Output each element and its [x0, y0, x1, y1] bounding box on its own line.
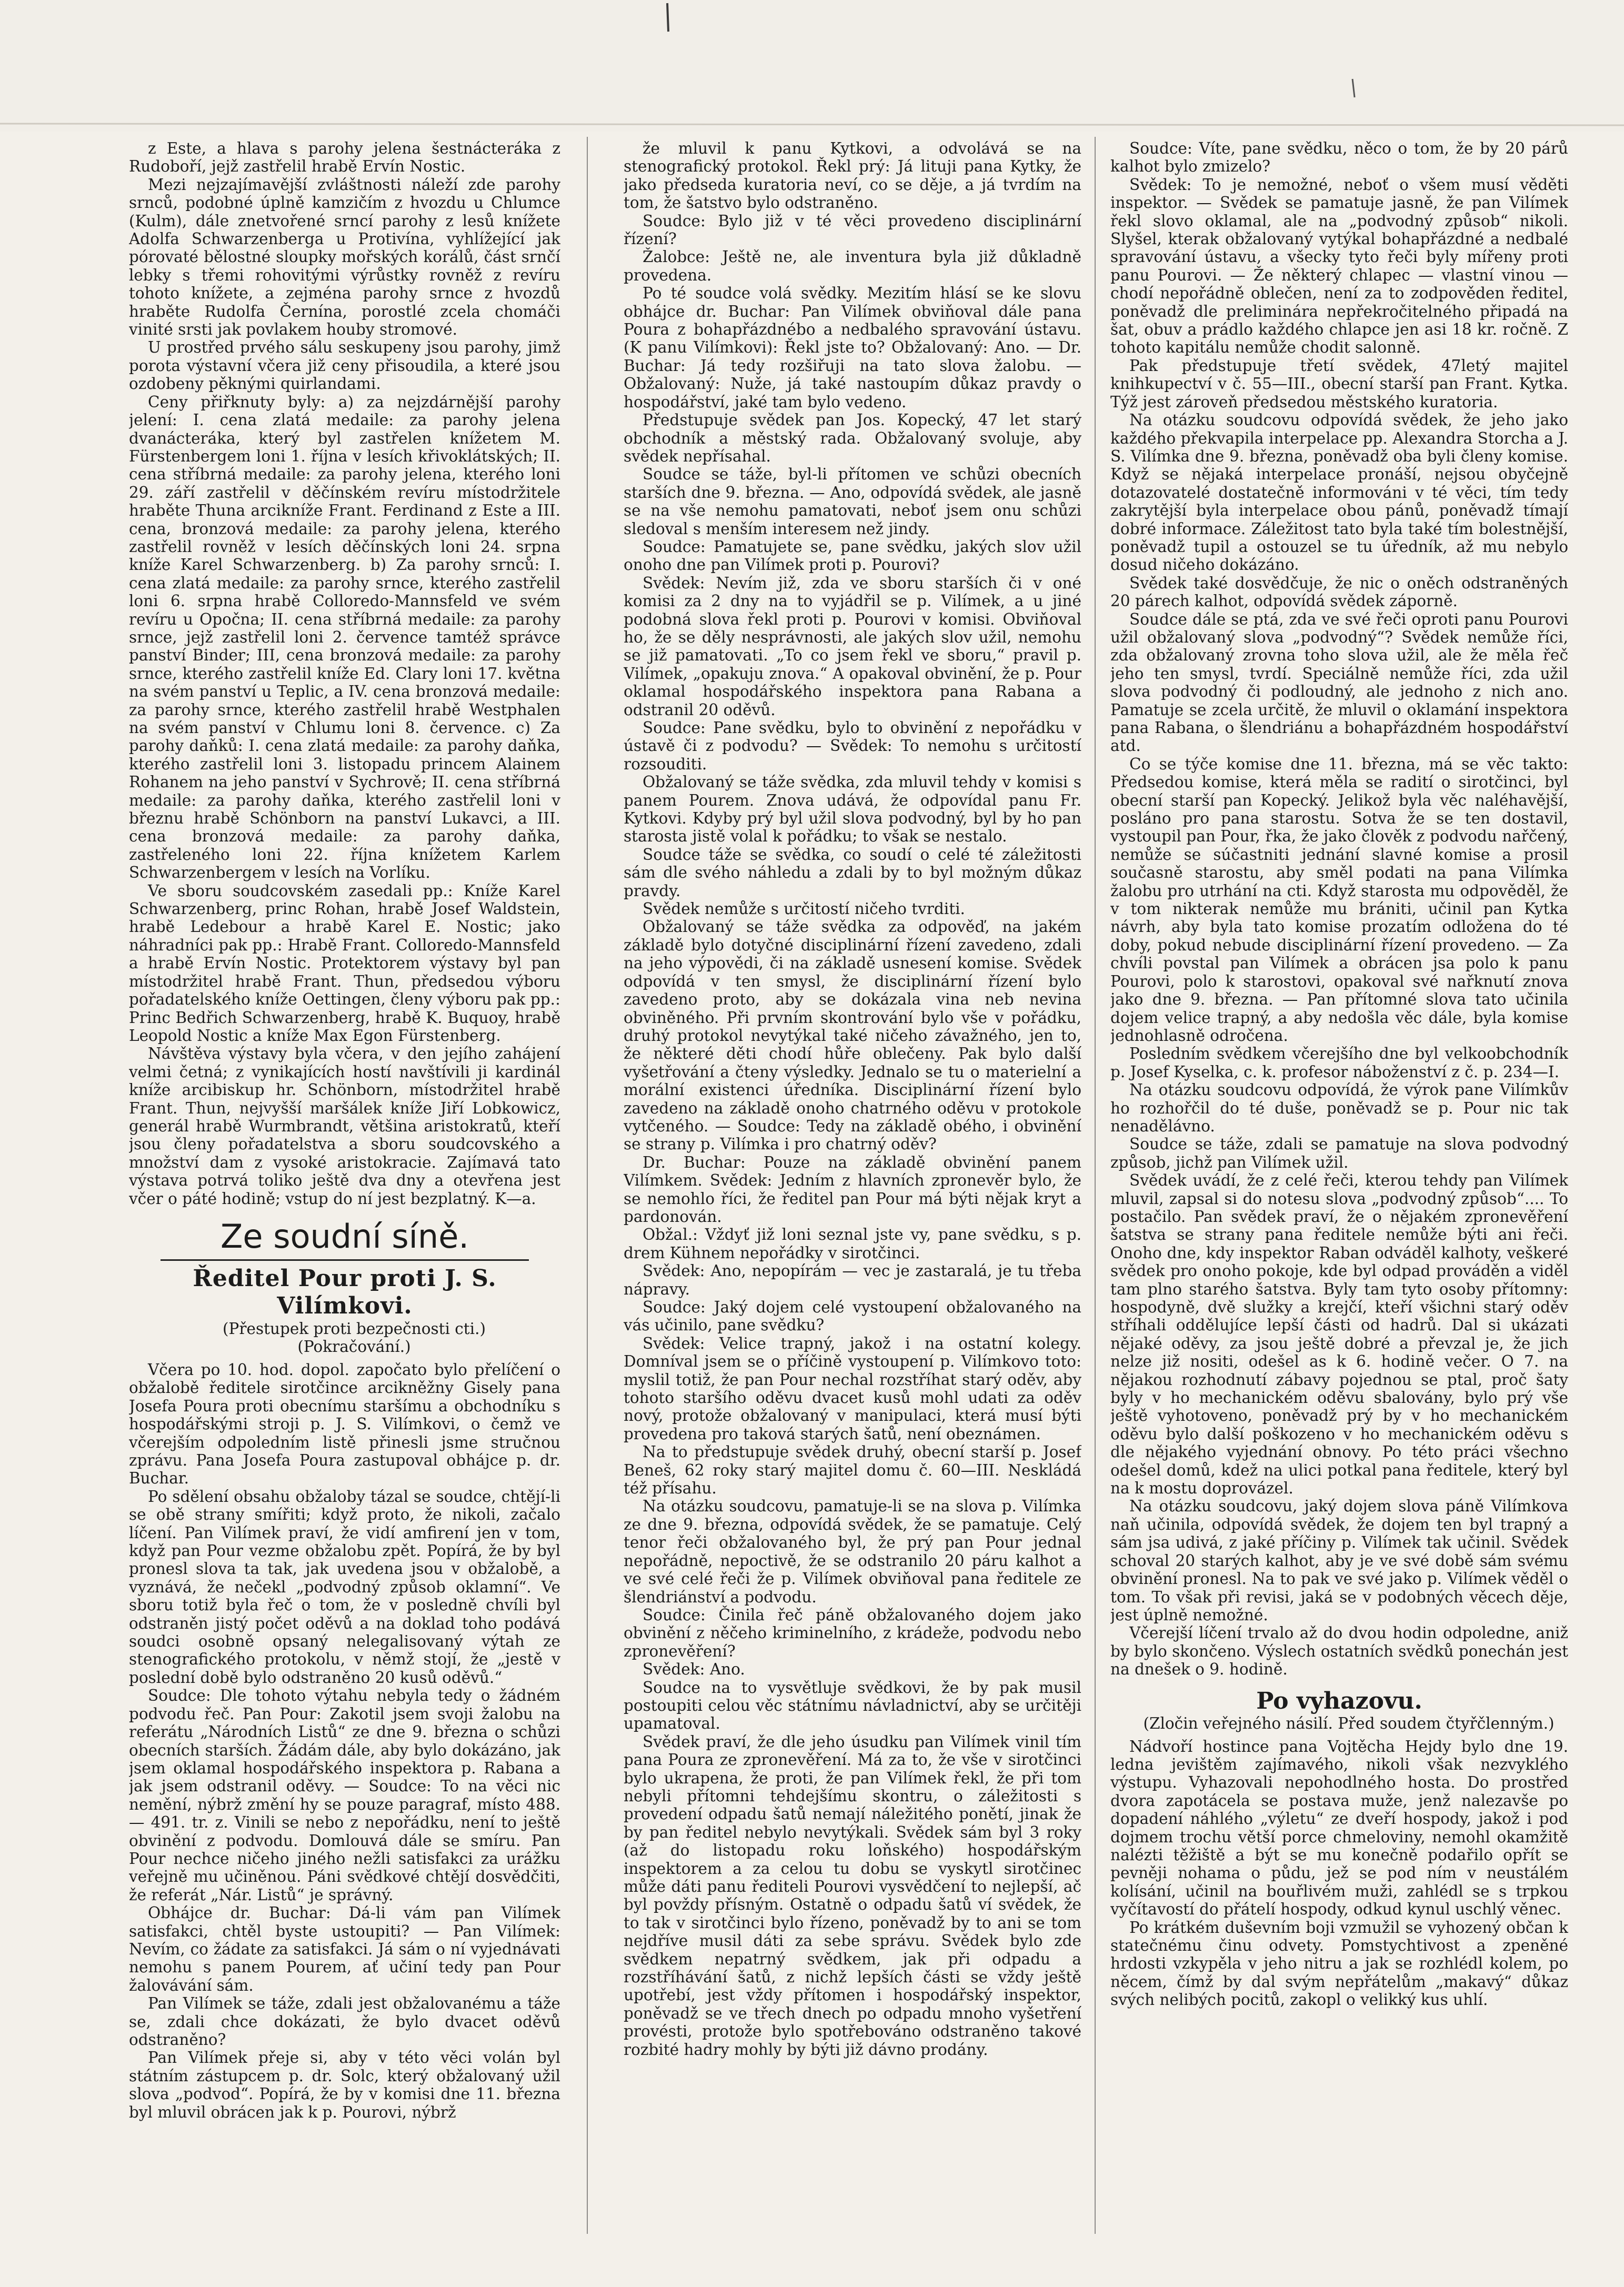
top-margin-scan-artifacts [0, 0, 1624, 132]
paragraph: Soudce: Jaký dojem celé vystoupení obžalovaného na vás učinilo, pane svědku? [624, 1298, 1081, 1335]
paragraph: Na otázku soudcovu odpovídá, že výrok pane Vilímkův ho rozhořčil do té duše, poněvadž se p. Pour nic tak nenadělávno. [1110, 1081, 1568, 1135]
paragraph: Soudce táže se svědka, co soudí o celé té záležitosti sám dle svého náhledu a zdali by to byl možným důkaz pravdy. [624, 845, 1081, 900]
paragraph: Na otázku soudcovu, jaký dojem slova páně Vilímkova naň učinila, odpovídá svědek, že dojem ten byl trapný a sám jsa udivá, z jaké příčiny p. Vilímek tak učinil. Svědek schoval 20 starých kalhot, aby je ve své době sám svému obvinění pronesl. Na to pak ve své jako p. Vilímek věděl o tom. To však při revisi, jaká se v podobných věcech děje, jest úplně nemožné. [1110, 1497, 1568, 1624]
paragraph: Na to předstupuje svědek druhý, obecní starší p. Josef Beneš, 62 roky starý majitel domu č. 60—III. Neskládá též přísahu. [624, 1443, 1081, 1498]
paragraph: Na otázku soudcovu, pamatuje-li se na slova p. Vilímka ze dne 9. března, odpovídá svědek, že se pamatuje. Celý tenor řeči obžalovaného byl, že prý pan Pour jednal nepořádně, nepoctivě, že se odstranilo 20 páru kalhot a ve své celé řeči že p. Vilímek obviňoval pana ředitele ze šlendriánství a podvodu. [624, 1497, 1081, 1606]
paragraph: z Este, a hlava s parohy jelena šestnácteráka z Rudoboří, jejž zastřelil hrabě Ervín Nostic. [129, 139, 560, 176]
paragraph: Po sdělení obsahu obžaloby tázal se soudce, chtějí-li se obě strany smířiti; když proto, že nikoli, začalo líčení. Pan Vilímek praví, že vidí amfirení jen v tom, když pan Pour vezme obžalobu zpět. Popírá, že by byl pronesl slova ta tak, jak uvedena jsou v obžalobě, a vyznává, že nečekl „podvodný způsob oklamní“. Ve sboru totiž byla řeč o tom, že v posledně chvíli byl odstraněn jistý počet oděvů a na doklad toho podává soudci osobně opsaný nelegalisovaný výtah ze stenografického protokolu, v němž stojí, že „jestě v poslední době bylo odstraněno 20 kusů oděvů.“ [129, 1487, 560, 1687]
paragraph: Svědek: Ano, nepopírám — vec je zastaralá, je tu třeba nápravy. [624, 1262, 1081, 1298]
paragraph: Soudce: Pane svědku, bylo to obvinění z nepořádku v ústavě či z podvodu? — Svědek: To nemohu s určitostí rozsouditi. [624, 719, 1081, 773]
paragraph: Co se týče komise dne 11. března, má se věc takto: Předsedou komise, která měla se radití o sirotčinci, byl obecní starší pan Kopecký. Jelikož byla věc naléhavější, posláno pro pana starostu. Sotva že se ten dostavil, vystoupil pan Pour, řka, že jako člověk z podvodu nařčený, nemůže se súčastniti jednání slavné komise a prosil současně starostu, aby směl podati na pana Vilímka žalobu pro utrhání na cti. Když starosta mu odpověděl, že v tom nikterak nemůže mu brániti, učinil pan Kytka návrh, aby byla tato komise prozatím odložena do té doby, pokud nebude disciplinární řízení provedeno. — Za chvíli povstal pan Vilímek a obrácen jsa polo k panu Pourovi, polo k starostovi, opakoval své nařknutí znova jako dne 9. března. — Pan přítomné slova tato učinila dojem velice trapný, a aby nedošla věc dále, byla komise jednohlasně odročena. [1110, 755, 1568, 1045]
paragraph: Soudce: Bylo již v té věci provedeno disciplinární řízení? [624, 212, 1081, 248]
article2-title: Po vyhazovu. [1256, 1687, 1422, 1714]
paragraph: Svědek: Nevím již, zda ve sboru starších či v oné komisi za 2 dny na to vyjádřil se p. Vilímek, a u jiné podobná slova řekl proti p. Pourovi v komisi. Obviňoval ho, že se děly nesprávnosti, ale jakých slov užil, nemohu se již pamatovati. „To co jsem řekl ve sboru,“ pravil p. Vilímek, „opakuju znova.“ A opakoval obvinění, že p. Pour oklamal hospodářského inspektora pana Rabana a odstranil 20 oděvů. [624, 574, 1081, 719]
paragraph: Pan Vilímek se táže, zdali jest obžalovanému a táže se, zdali chce dokázati, že bylo dvacet oděvů odstraněno? [129, 1994, 560, 2049]
column-1 [129, 139, 560, 2239]
paragraph: Svědek: Velice trapný, jakož i na ostatní kolegy. Domníval jsem se o příčině vystoupení p. Vilímkovo toto: myslil totiž, že pan Pour nechal rozstříhat starý oděv, aby tohoto staršího oděvu dvacet kusů mohl udati za oděv nový, protože obžalovaný v manipulaci, která musí býti provedena pro taková starých šatů, není obeznámen. [624, 1334, 1081, 1443]
paragraph: Obžalovaný se táže svědka za odpověď, na jakém základě bylo dotyčné disciplinární řízení zavedeno, zdali na jeho výpovědi, či na základě usnesení komise. Svědek odpovídá v ten smysl, že disciplinární řízení bylo zavedeno proto, aby se dokázala vina neb nevina obviněného. Při prvním skontrování bylo vše v pořádku, druhý protokol nevytýkal také ničeho závažného, jen to, že některé děti chodí hůře oblečeny. Pak bylo další vyšetřování a čteny výsledky. Jednalo se tu o materielní a morální existenci úředníka. Disciplinární řízení bylo zavedeno na základě onoho chatrného oděvu v protokole vytčeného. — Soudce: Tedy na základě obého, i obvinění se strany p. Vilímka i pro chatrný oděv? [624, 918, 1081, 1153]
paragraph: Svědek: Ano. [643, 1660, 745, 1679]
article2-subtitle: (Zločin veřejného násilí. Před soudem čtyřčlenným.) [1143, 1714, 1555, 1732]
paragraph: Soudce se táže, byl-li přítomen ve schůzi obecních starších dne 9. března. — Ano, odpovídá svědek, ale jasně se na vše nemohu pamatovati, neboť jsem onu schůzi sledoval s menším interesem než jindy. [624, 465, 1081, 538]
column-2 [624, 139, 1081, 2239]
column-3 [1110, 139, 1568, 2239]
court-section-header [129, 1217, 560, 1356]
paragraph: Včerejší líčení trvalo až do dvou hodin odpoledne, aniž by bylo skončeno. Výslech ostatních svědků ponechán jest na dnešek o 9. hodině. [1110, 1624, 1568, 1679]
paragraph: Posledním svědkem včerejšího dne byl velkoobchodník p. Josef Kyselka, c. k. profesor náboženství z č. p. 234—I. [1110, 1045, 1568, 1081]
paragraph: Obžal.: Vždyť již loni seznal jste vy, pane svědku, s p. drem Kühnem nepořádky v sirotčinci. [624, 1226, 1081, 1262]
paragraph: Soudce dále se ptá, zda ve své řeči oproti panu Pourovi užil obžalovaný slova „podvodný“? Svědek nemůže říci, zda obžalovaný zrovna toho slova užil, ale že měla řeč jeho ten smysl, tvrdí. Speciálně nemůže říci, zda užil slova podvodný či podloudný, ale jednoho z nich ano. Pamatuje se zcela určitě, že mluvil o oklamání inspektora pana Rabana, o šlendriánu a bohapřázdném hospodářství atd. [1110, 610, 1568, 755]
paragraph: Soudce: Víte, pane svědku, něco o tom, že by 20 párů kalhot bylo zmizelo? [1110, 139, 1568, 176]
paragraph: Pak předstupuje třetí svědek, 47letý majitel knihkupectví v č. 55—III., obecní starší pan Frant. Kytka. Týž jest zároveň předsedou městského kuratoria. [1110, 356, 1568, 411]
paragraph: že mluvil k panu Kytkovi, a odvolává se na stenografický protokol. Řekl prý: Já lituji pana Kytky, že jako předseda kuratoria neví, co se děje, a já tvrdím na tom, že šatstvo bylo odstraněno. [624, 139, 1081, 212]
paragraph: Svědek nemůže s určitostí ničeho tvrditi. [643, 900, 965, 918]
paragraph: Obhájce dr. Buchar: Dá-li vám pan Vilímek satisfakci, chtěl byste ustoupiti? — Pan Vilímek: Nevím, co žádate za satisfakci. Já sám o ní vyjednávati nemohu s panem Pourem, ať učiní tedy pan Pour žalovávání sám. [129, 1904, 560, 1994]
paragraph: Včera po 10. hod. dopol. započato bylo přelíčení o obžalobě ředitele sirotčince arcikněžny Gisely pana Josefa Poura proti obecnímu staršímu a obchodníku s hospodářskými stroji p. J. S. Vilímkovi, o čemž ve včerejším odpoledním listě přinesli jsme stručnou zprávu. Pana Josefa Poura zastupoval obhájce p. dr. Buchar. [129, 1360, 560, 1488]
paragraph: Svědek uvádí, že z celé řeči, kterou tehdy pan Vilímek mluvil, zapsal si do notesu slova „podvodný způsob“.... To postačilo. Pan svědek praví, že o nějakém zpronevěření šatstva se strany pana ředitele nemůže býti ani řeči. Onoho dne, kdy inspektor Raban odváděl kalhoty, veškeré svědek pro onoho pokoje, kde byl odpad prováděn a viděl tam plno starého šatstva. Byly tam tyto osoby přítomny: hospodyně, dvě služky a krejčí, kteří všichni starý oděv stříhali oddělujíce lepší části od hadrů. Dal si ukázati nějaké oděvy, za jsou ještě dobré a převzal je, že jich nelze již nositi, odešel as k 6. hodině večer. O 7. na nějakou rozhodnutí zábavy pojednou se ptal, proč šaty byly v ho mechanickém oděvu sbalovány, bylo prý vše ještě vyhotoveno, poněvadž prý by v ho mechanickém oděvu bylo další poškozeno v ho mechanickém oděvu s dle nějakého vyjednání obnovy. Po této práci všechno odešel domů, kdež na ulici potkal pana ředitele, který byl na k mostu doprovázel. [1110, 1171, 1568, 1498]
paragraph: Soudce: Pamatujete se, pane svědku, jakých slov užil onoho dne pan Vilímek proti p. Pourovi? [624, 537, 1081, 574]
paragraph: Soudce na to vysvětluje svědkovi, že by pak musil postoupiti celou věc státnímu návladnictví, aby se určitěji upamatoval. [624, 1678, 1081, 1733]
paragraph: Ve sboru soudcovském zasedali pp.: Kníže Karel Schwarzenberg, princ Rohan, hrabě Josef Waldstein, hrabě Ledebour a hrabě Karel E. Nostic; jako náhradníci pak pp.: Hrabě Frant. Colloredo-Mannsfeld a hrabě Ervín Nostic. Protektorem výstavy byl pan místodržitel hrabě Frant. Thun, předsedou výboru pořadatelského kníže Oettingen, členy výboru pak pp.: Princ Bedřich Schwarzenberg, hrabě K. Buquoy, hrabě Leopold Nostic a kníže Max Egon Fürstenberg. [129, 881, 560, 1045]
paragraph: Pan Vilímek přeje si, aby v této věci volán byl státním zástupcem p. dr. Solc, který obžalovaný užil slova „podvod“. Popírá, že by v komisi dne 11. března byl mluvil obrácen jak k p. Pourovi, nýbrž [129, 2049, 560, 2121]
paragraph: Po té soudce volá svědky. Mezitím hlásí se ke slovu obhájce dr. Buchar: Pan Vilímek obviňoval dále pana Poura z bohapřázdnébo a nedbalého spravování ústavu. (K panu Vilímkovi): Řekl jste to? Obžalovaný: Ano. — Dr. Buchar: Já tedy rozšiřuji na tato slova žalobu. — Obžalovaný: Nuže, já také nastoupím důkaz pravdy o hospodářství, jaké tam bylo vedeno. [624, 284, 1081, 411]
paragraph: Svědek také dosvědčuje, že nic o oněch odstraněných 20 párech kalhot, odpovídá svědek záporně. [1110, 574, 1568, 610]
section-divider [161, 1259, 529, 1261]
paragraph: Soudce: Dle tohoto výtahu nebyla tedy o žádném podvodu řeč. Pan Pour: Zakotil jsem svoji žalobu na referátu „Národních Listů“ ze dne 9. března o schůzi obecních starších. Žádám dále, aby bylo dokázáno, jak jsem oklamal hospodářského inspektora p. Rabana a jak jsem odstranil oděvy. — Soudce: To na věci nic nemění, nýbrž změní hy se pouze paragraf, místo 488. — 491. tr. z. Vinili se nebo z nepořádku, není to ještě obvinění z podvodu. Domlouvá dále se smíru. Pan Pour nechce ničeho jiného nežli satisfakci za urážku veřejně mu učiněnou. Páni svědkové chtějí dosvědčiti, že referát „Nár. Listů“ je správný. [129, 1687, 560, 1904]
paragraph: Obžalovaný se táže svědka, zda mluvil tehdy v komisi s panem Pourem. Znova udává, že odpovídal panu Fr. Kytkovi. Kdyby prý byl užil slova podvodný, byl by ho pan starosta jistě volal k pořádku; to však se nestalo. [624, 773, 1081, 846]
paragraph: Dr. Buchar: Pouze na základě obvinění panem Vilímkem. Svědek: Jedním z hlavních zpronevěr bylo, že se nemohlo říci, že ředitel pan Pour má býti nějak kryt a pardonován. [624, 1153, 1081, 1226]
paragraph: Soudce se táže, zdali se pamatuje na slova podvodný způsob, jichž pan Vilímek užil. [1110, 1135, 1568, 1171]
article-subtitle: (Přestupek proti bezpečnosti cti.) [223, 1319, 486, 1338]
paragraph: Svědek praví, že dle jeho úsudku pan Vilímek vinil tím pana Poura ze zpronevěření. Má za to, že vše v sirotčinci bylo ukrapena, že proti, že pan Vilímek řekl, že při tom nebyli přítomni tehdejšímu skontru, o záležitosti s provedení odpadu šatů nemají náležitého ponětí, jinak že by pan ředitel nebylo nevytýkali. Svědek sám byl 3 roky (až do listopadu roku loňského) hospodářským inspektorem a za celou tu dobu se vyskytl sirotčinec může dáti panu řediteli Pourovi vysvědčení to nejlepší, ač byl povždy přísným. Ostatně o odpadu šatů ví svědek, že to tak v sirotčinci bylo řízeno, poněvadž by to ani se tom nejdříve musil dáti za sebe správu. Svědek bylo zde svědkem nepatrný svědkem, jak při odpadu a rozstříhávání šatů, z nichž lepších části se vždy ještě upotřebí, jest vždy přítomen i hospodářský inspektor, poněvadž se ve třech dnech po odpadu mnoho vyšetření provésti, protože bylo spotřebováno odstraněno takové rozbité hadry mohly by býti již dávno prodány. [624, 1732, 1081, 2059]
paragraph: Předstupuje svědek pan Jos. Kopecký, 47 let starý obchodník a městský rada. Obžalovaný svoluje, aby svědek nepřísahal. [624, 411, 1081, 465]
paragraph: U prostřed prvého sálu seskupeny jsou parohy, jimž porota výstavní včera již ceny přisoudila, a které jsou ozdobeny pěknými quirlandami. [129, 338, 560, 393]
article-note: (Pokračování.) [297, 1337, 411, 1356]
paragraph: Mezi nejzajímavější zvláštnosti náleží zde parohy srnců, podobné úplně kamzičím z hvozdu u Chlumce (Kulm), dále znetvořené srncí parohy z lesů knížete Adolfa Schwarzenberga u Protivína, vyhlížející jak pórovaté bělostné sloupky mořských korálů, část srnčí lebky s třemi rohovitými výrůstky rovněž z revíru tohoto knížete, a zejména parohy srnce z hvozdů hraběte Rudolfa Černína, porostlé zcela chomáči vinité srsti jak povlakem houby stromové. [129, 175, 560, 339]
paragraph: Žalobce: Ještě ne, ale inventura byla již důkladně provedena. [624, 248, 1081, 284]
article-title: Ředitel Pour proti J. S. Vilímkovi. [193, 1265, 497, 1319]
column-rule-1 [587, 137, 588, 2234]
paragraph: Na otázku soudcovu odpovídá svědek, že jeho jako každého překvapila interpelace pp. Alexandra Storcha a J. S. Vilímka dne 9. března, poněvadž oba byli členy komise. Když se nějaká interpelace pronáší, nejsou obyčejně dotazovatelé dostatečně informováni v té věci, tím tedy zakrytější byla interpelace obou pánů, poněvadž tímají dobré informace. Záležitost tato byla také tím bolestnější, poněvadž tupil a ostouzel se tu úředník, až mu nebylo dosud ničeho dokázáno. [1110, 411, 1568, 574]
article2-header [1110, 1688, 1568, 1732]
paragraph: Po krátkém duševním boji vzmužil se vyhozený občan k statečnému činu odvety. Pomstychtivost a zpeněné hrdosti vzkypěla v jeho nitru a jak se rozhlédl kolem, po něcem, čímž by dal svým nepřátelům „makavý“ důkaz svých nelibých pocitů, zakopl o velikký kus uhlí. [1110, 1918, 1568, 2009]
column-rule-2 [1095, 137, 1096, 2234]
paragraph: Soudce: Činila řeč páně obžalovaného dojem jako obvinění z něčeho kriminelního, z krádeže, podvodu nebo zpronevěření? [624, 1606, 1081, 1660]
paragraph: Svědek: To je nemožné, neboť o všem musí věděti inspektor. — Svědek se pamatuje jasně, že pan Vilímek řekl slovo oklamal, ale na „podvodný způsob“ nikoli. Slyšel, kterak obžalovaný vytýkal bohapřázdné a nedbalé spravování ústavu, a všecky tyto řeči byly mířeny proti panu Pourovi. — Že některý chlapec — vlastní vinou — chodí nepořádně oblečen, není za to zodpověden ředitel, poněvadž dle preliminára nepřekročitelného připadá na šat, obuv a prádlo každého chlapce jen asi 18 kr. ročně. Z tohoto kapitálu nemůže chodit salonně. [1110, 175, 1568, 357]
paragraph: Návštěva výstavy byla včera, v den jejího zahájení velmi četná; z vynikajících hostí navštívili ji kardinál kníže arcibiskup hr. Schönborn, místodržitel hrabě Frant. Thun, nejvyšší maršálek kníže Jiří Lobkowicz, generál hrabě Wurmbrandt, většina aristokratů, kteří jsou členy pořadatelstva a sboru soudcovského a množství dam z vysoké aristokracie. Zajímavá tato výstava potrvá toliko ještě dva dny a otevřena jest včer o páté hodině; vstup do ní jest bezplatný. K—a. [129, 1045, 560, 1208]
section-title: Ze soudní síně. [220, 1217, 469, 1256]
paragraph: Nádvoří hostince pana Vojtěcha Hejdy bylo dne 19. ledna jevištěm zajímavého, nikoli však nezvyklého výstupu. Vyhazovali nepohodlného hosta. Do prostřed dvora zapotácela se postava muže, jenž nalezavše po dopadení náhlého „výletu“ ze dveří hospody, jakož i pod dojmem trochu větší porce chmeloviny, nemohl okamžitě nalézti těžiště a být se mu konečně podařilo opřít se pevněji nohama o půdu, jež se pod ním v neustálém kolísání, učinil na bouřlivém muži, zahlédl se s trpkou vyčítavostí do přátelí hospody, odkud kynul uschlý věnec. [1110, 1737, 1568, 1919]
paragraph: Ceny přiřknuty byly: a) za nejzdárnější parohy jelení: I. cena zlatá medaile: za parohy jelena dvanácteráka, který byl zastřelen knížetem M. Fürstenbergem loni 1. října v lesích křivoklátských; II. cena stříbrná medaile: za parohy jelena, kterého loni 29. září zastřelil v děčínském revíru místodržitele hraběte Thuna arcikníže Frant. Ferdinand z Este a III. cena, bronzová medaile: za parohy jelena, kterého zastřelil rovněž v lesích děčínských loni 24. srpna kníže Karel Schwarzenberg. b) Za parohy srnců: I. cena zlatá medaile: za parohy srnce, kterého zastřelil loni 6. srpna hrabě Colloredo-Mannsfeld ve svém revíru u Opočna; II. cena stříbrná medaile: za parohy srnce, jejž zastřelil loni 2. července tamtéž správce panství Binder; III, cena bronzová medaile: za parohy srnce, kterého zastřelil kníže Ed. Clary loni 17. května na svém panství u Teplic, a IV. cena bronzová medaile: za parohy srnce, kterého zastřelil hrabě Westphalen na svém panství v Chlumu loni 8. července. c) Za parohy daňků: I. cena zlatá medaile: za parohy daňka, kterého zastřelil loni 3. listopadu princem Alainem Rohanem na jeho panství v Sychrově; II. cena stříbrná medaile: za parohy daňka, kterého zastřelil loni v březnu hrabě Schönborn na panství Lukavci, a III. cena bronzová medaile: za parohy daňka, zastřeleného loni 22. října knížetem Karlem Schwarzenbergem v lesích na Vorlíku. [129, 393, 560, 882]
